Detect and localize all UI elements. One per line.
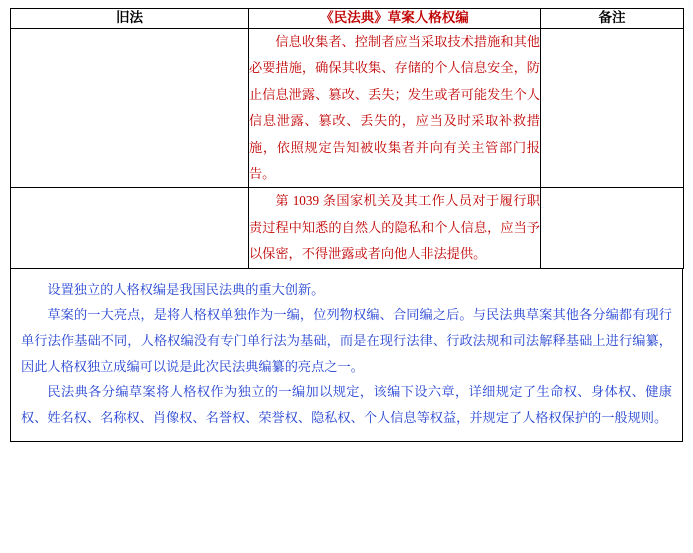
cell-remarks: [541, 28, 684, 187]
notes-paragraph: 设置独立的人格权编是我国民法典的重大创新。: [47, 281, 325, 297]
cell-new-draft: [249, 188, 541, 268]
column-header-remarks: 备注: [541, 9, 684, 29]
table-row: [11, 28, 684, 187]
cell-new-draft: [249, 28, 541, 187]
cell-old-law: [11, 28, 249, 187]
notes-paragraph: 草案的一大亮点，是将人格权单独作为一编，位列物权编、合同编之后。与民法典草案其他各分编都有现行单行法作基础不同，人格权编没有专门单行法为基础，而是在现行法律、行政法规和司法解释基础上进行编纂，因此人格权独立成编可以说是此次民法典编纂的亮点之一。: [21, 307, 672, 374]
table-header-row: [11, 9, 684, 29]
notes-paragraph: 民法典各分编草案将人格权作为独立的一编加以规定，该编下设六章，详细规定了生命权、身体权、健康权、姓名权、名称权、肖像权、名誉权、荣誉权、隐私权、个人信息等权益，并规定了人格权保护的一般规则。: [21, 384, 672, 426]
cell-old-law: [11, 188, 249, 268]
cell-remarks: [541, 188, 684, 268]
table-row: [11, 188, 684, 268]
column-header-old-law: 旧法: [11, 9, 249, 29]
cell-new-draft-text: 第 1039 条国家机关及其工作人员对于履行职责过程中知悉的自然人的隐私和个人信息，应当予以保密，不得泄露或者向他人非法提供。: [249, 193, 540, 262]
notes-section: [10, 269, 683, 442]
comparison-table: [10, 8, 684, 269]
cell-new-draft-text: 信息收集者、控制者应当采取技术措施和其他必要措施，确保其收集、存储的个人信息安全，防止信息泄露、篡改、丢失；发生或者可能发生个人信息泄露、篡改、丢失的，应当及时采取补救措施，依照规定告知被收集者并向有关主管部门报告。: [249, 33, 540, 181]
table-header: [11, 9, 684, 29]
table-body: [11, 28, 684, 268]
column-header-new-draft: 《民法典》草案人格权编: [249, 9, 541, 29]
